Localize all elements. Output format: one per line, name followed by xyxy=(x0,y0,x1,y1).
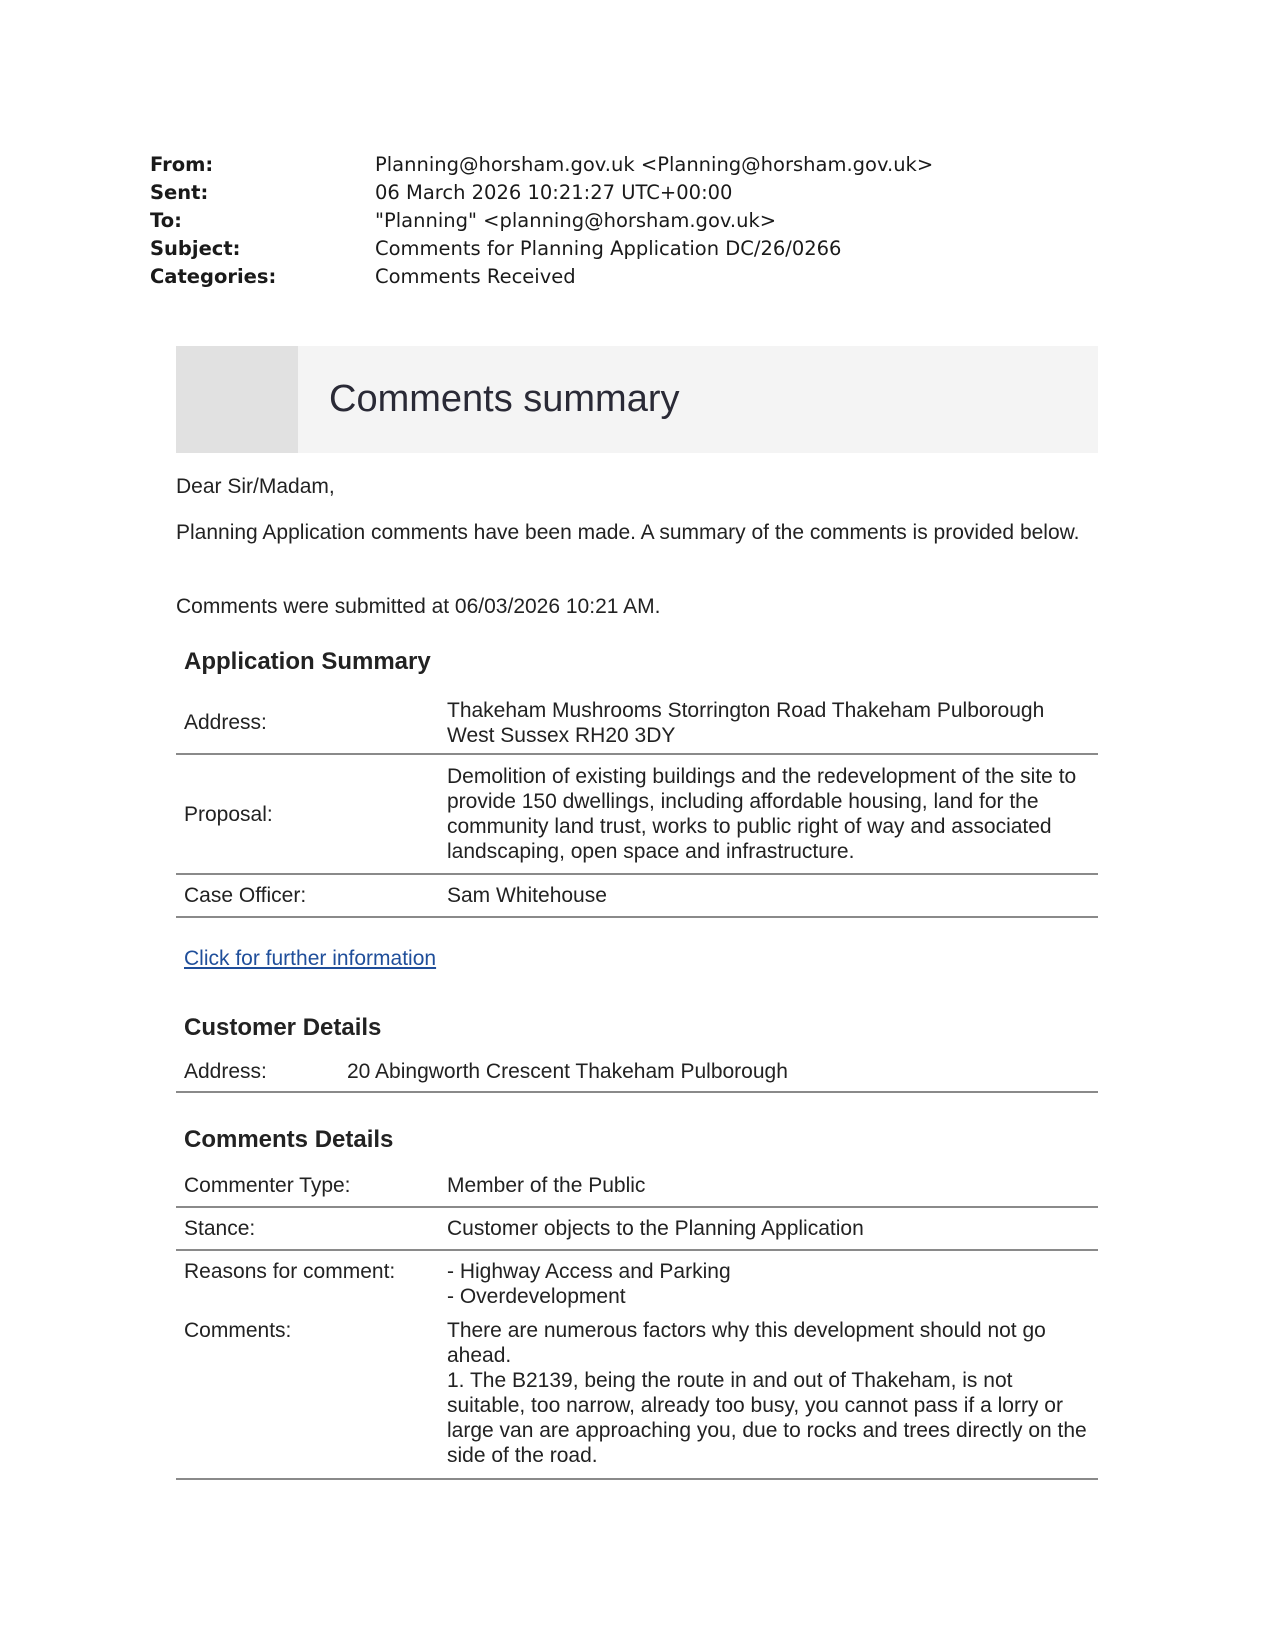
case-officer-label: Case Officer: xyxy=(176,874,439,917)
comments-value xyxy=(439,1312,1098,1479)
stance-label: Stance: xyxy=(176,1207,439,1250)
reasons-value xyxy=(439,1250,1098,1312)
categories-label: Categories: xyxy=(150,264,277,288)
email-sent-row xyxy=(150,178,1150,206)
table-row xyxy=(176,1312,1098,1479)
greeting: Dear Sir/Madam, xyxy=(176,475,335,498)
email-subject-row xyxy=(150,234,1150,262)
customer-details-heading: Customer Details xyxy=(184,1014,382,1041)
reasons-label: Reasons for comment: xyxy=(184,1260,396,1283)
table-row xyxy=(176,754,1098,874)
banner-title: Comments summary xyxy=(329,378,680,420)
to-label: To: xyxy=(150,208,182,232)
customer-address-label: Address: xyxy=(176,1052,339,1092)
sent-label: Sent: xyxy=(150,180,209,204)
from-value: Planning@horsham.gov.uk <Planning@horsham.gov.uk> xyxy=(375,152,934,176)
application-summary-table xyxy=(176,692,1098,918)
intro-paragraph: Planning Application comments have been made. A summary of the comments is provided below. xyxy=(176,521,1080,544)
comment-paragraph: 1. The B2139, being the route in and out of Thakeham, is not suitable, too narrow, already too busy, you cannot pass if a lorry or large van are approaching you, due to rocks and trees directly on the side of the road. xyxy=(447,1369,1087,1467)
email-header xyxy=(150,150,1150,290)
comments-details-table xyxy=(176,1164,1098,1480)
table-row xyxy=(176,1250,1098,1312)
commenter-type-value: Member of the Public xyxy=(439,1164,1098,1207)
subject-value: Comments for Planning Application DC/26/0266 xyxy=(375,236,842,260)
comments-details-heading: Comments Details xyxy=(184,1126,394,1153)
email-from-row xyxy=(150,150,1150,178)
commenter-type-label: Commenter Type: xyxy=(176,1164,439,1207)
subject-label: Subject: xyxy=(150,236,241,260)
categories-value: Comments Received xyxy=(375,264,576,288)
table-row xyxy=(176,874,1098,917)
from-label: From: xyxy=(150,152,214,176)
address-value: Thakeham Mushrooms Storrington Road Thakeham Pulborough West Sussex RH20 3DY xyxy=(439,692,1098,754)
email-categories-row xyxy=(150,262,1150,290)
reason-item: - Overdevelopment xyxy=(447,1285,626,1308)
comments-label: Comments: xyxy=(176,1312,439,1479)
submitted-timestamp: Comments were submitted at 06/03/2026 10:21 AM. xyxy=(176,595,661,618)
application-summary-heading: Application Summary xyxy=(184,648,431,675)
table-row xyxy=(176,692,1098,754)
table-row xyxy=(176,1052,1098,1092)
reason-item: - Highway Access and Parking xyxy=(447,1260,731,1283)
customer-details-table xyxy=(176,1052,1098,1093)
table-row xyxy=(176,1164,1098,1207)
proposal-value: Demolition of existing buildings and the redevelopment of the site to provide 150 dwellings, including affordable housing, land for the community land trust, works to public right of way and associated landscaping, open space and infrastructure. xyxy=(439,754,1098,874)
address-label: Address: xyxy=(176,692,439,754)
customer-address-value: 20 Abingworth Crescent Thakeham Pulborough xyxy=(339,1052,1098,1092)
comments-summary-banner xyxy=(176,346,1098,453)
email-to-row xyxy=(150,206,1150,234)
table-row xyxy=(176,1207,1098,1250)
further-information-link[interactable]: Click for further information xyxy=(184,947,437,970)
comment-paragraph: There are numerous factors why this development should not go ahead. xyxy=(447,1319,1046,1367)
banner-logo-placeholder xyxy=(176,346,298,453)
stance-value: Customer objects to the Planning Application xyxy=(439,1207,1098,1250)
sent-value: 06 March 2026 10:21:27 UTC+00:00 xyxy=(375,180,733,204)
case-officer-value: Sam Whitehouse xyxy=(439,874,1098,917)
to-value: "Planning" <planning@horsham.gov.uk> xyxy=(375,208,777,232)
proposal-label: Proposal: xyxy=(176,754,439,874)
